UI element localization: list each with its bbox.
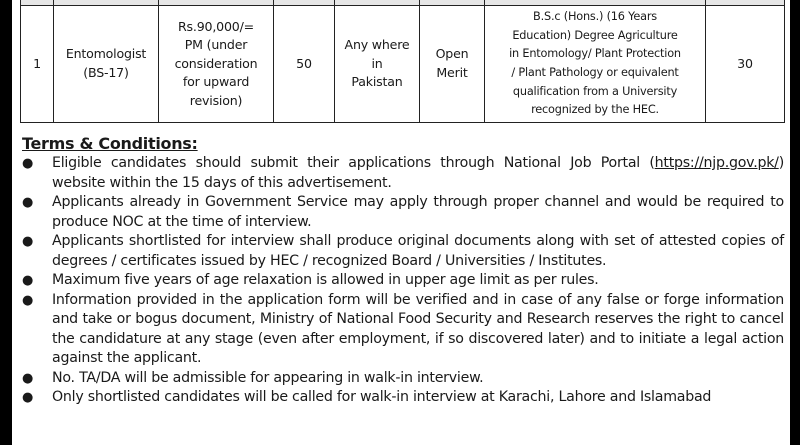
bullet-icon: ● [22, 273, 34, 288]
cell-posts: 30 [706, 6, 785, 123]
term-item: ● Applicants already in Government Service may apply through proper channel and would be required to produce NOC at the time of interview. [22, 194, 784, 230]
bullet-icon: ● [22, 390, 34, 405]
term-item: ● Applicants shortlisted for interview shall produce original documents along with set of attested copies of degrees / certificates issued by HEC / recognized Board / Universities / Institutes. [22, 233, 784, 269]
cell-post: Entomologist (BS-17) [54, 6, 159, 123]
cell-qualification: B.S.c (Hons.) (16 Years Education) Degree Agriculture in Entomology/ Plant Protection / Plant Pathology or equivalent qualification from a University recognized by the HEC. [485, 6, 706, 123]
njp-link[interactable]: https://njp.gov.pk/ [654, 155, 779, 171]
bullet-icon: ● [22, 195, 34, 210]
terms-section [22, 135, 784, 408]
terms-list [22, 154, 784, 408]
term-item: ● No. TA/DA will be admissible for appearing in walk-in interview. [22, 369, 784, 389]
term-item: ● Only shortlisted candidates will be called for walk-in interview at Karachi, Lahore and Islamabad [22, 388, 784, 408]
page-border-left [0, 0, 12, 445]
term-item: ● Information provided in the application form will be verified and in case of any false or forge information and take or bogus document, Ministry of National Food Security and Research reserves the right to cancel the candidature at any stage (even after employment, if so discovered later) and to initiate a legal action against the applicant. [22, 291, 784, 366]
bullet-icon: ● [22, 292, 34, 308]
table-row [21, 6, 785, 123]
cell-age: 50 [274, 6, 335, 123]
job-table [20, 0, 785, 123]
cell-domicile: Any where in Pakistan [335, 6, 420, 123]
terms-title: Terms & Conditions: [22, 134, 198, 153]
cell-quota: Open Merit [420, 6, 485, 123]
job-table-container [20, 0, 784, 123]
cell-pay: Rs.90,000/= PM (under consideration for upward revision) [159, 6, 274, 123]
page-border-right [790, 0, 800, 445]
bullet-icon: ● [22, 156, 34, 171]
bullet-icon: ● [22, 234, 34, 249]
term-item: ● Maximum five years of age relaxation is allowed in upper age limit as per rules. [22, 271, 784, 291]
bullet-icon: ● [22, 370, 34, 386]
cell-sr-no: 1 [21, 6, 54, 123]
term-item: ● Eligible candidates should submit their applications through National Job Portal (https://njp.gov.pk/) website within the 15 days of this advertisement. [22, 155, 784, 191]
